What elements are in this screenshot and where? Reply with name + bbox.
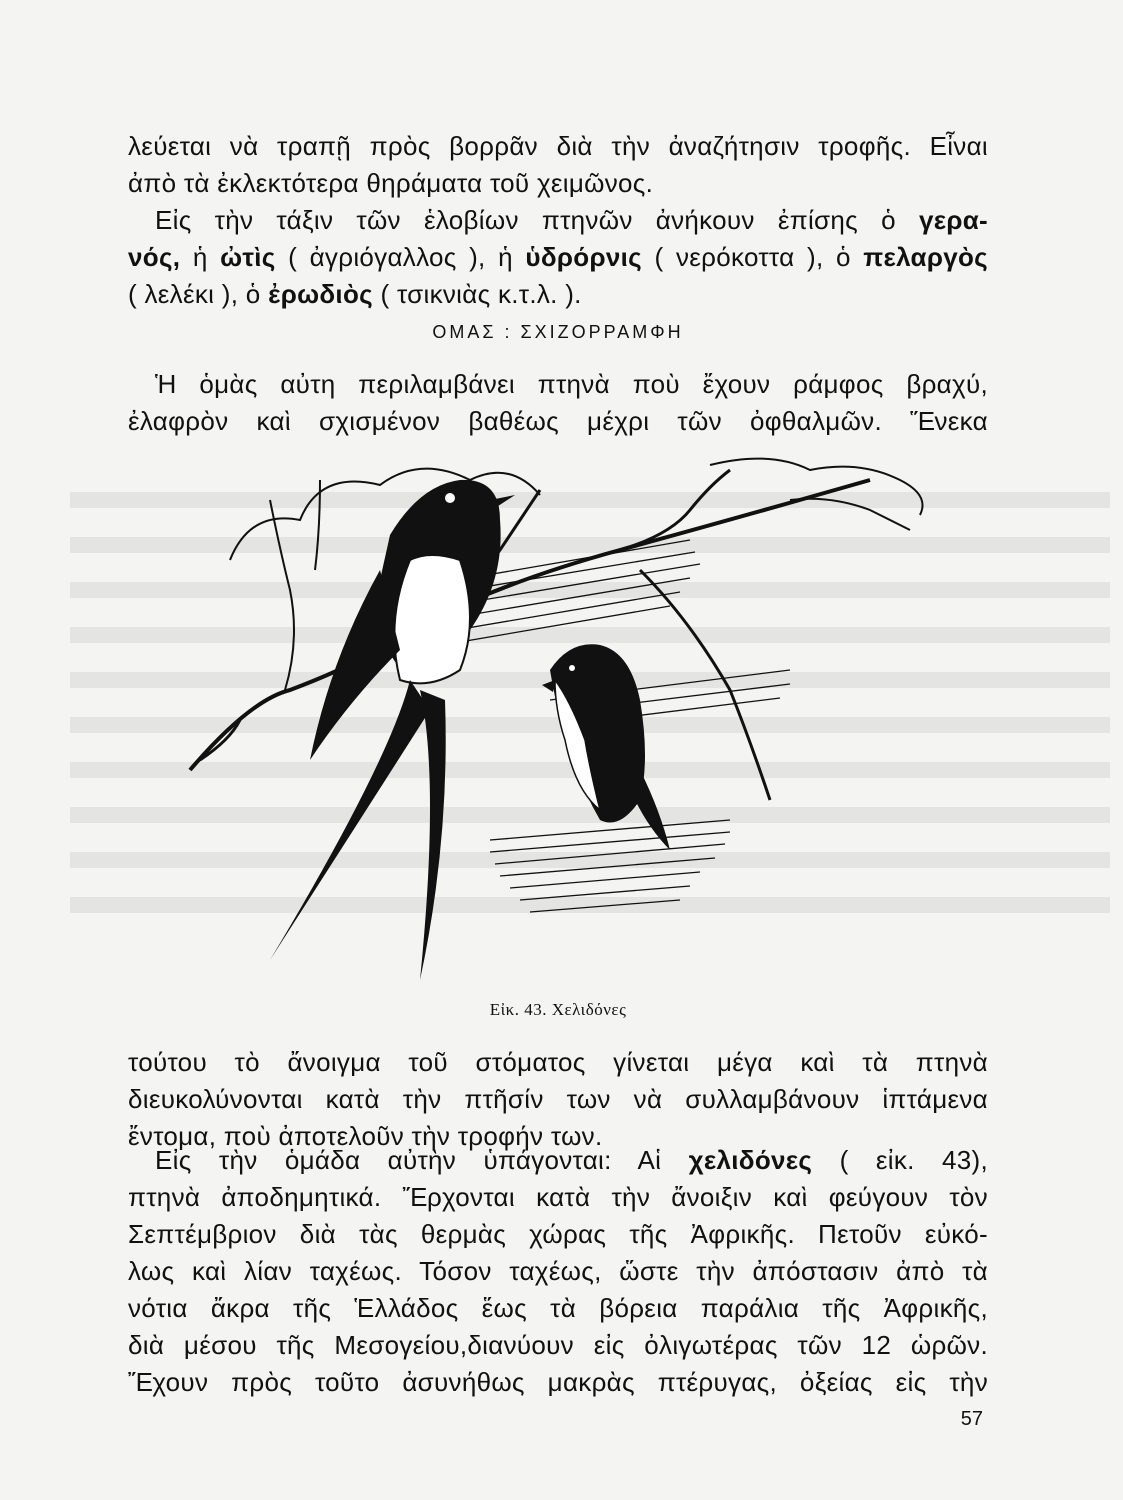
paragraph-swallows — [128, 1142, 988, 1401]
term-crane-end: νός, — [128, 242, 181, 272]
text-line: ἔντομα, ποὺ ἀποτελοῦν τὴν τροφήν των. — [128, 1121, 603, 1151]
text-line: λως καὶ λίαν ταχέως. Τόσον ταχέως, ὥστε τὴν ἀπόστασιν ἀπὸ τὰ — [128, 1256, 988, 1286]
text-line: τούτου τὸ ἄνοιγμα τοῦ στόματος γίνεται μέγα καὶ τὰ πτηνὰ — [128, 1047, 988, 1077]
text-line: Σεπτέμβριον διὰ τὰς θερμὰς χώρας τῆς Ἀφρικῆς. Πετοῦν εὐκό- — [128, 1219, 988, 1249]
text-line: Εἰς τὴν ὁμάδα αὐτὴν ὑπάγονται: Αἱ χελιδόνες ( εἰκ. 43), — [155, 1145, 988, 1175]
text-line: ἐλαφρὸν καὶ σχισμένον βαθέως μέχρι τῶν ὀφθαλμῶν. Ἕνεκα — [128, 406, 988, 436]
figure-caption: Εἰκ. 43. Χελιδόνες — [489, 1000, 627, 1019]
paragraph-continuation — [128, 128, 988, 202]
paragraph-fissirostres — [128, 366, 988, 440]
page-number: 57 — [960, 1408, 983, 1430]
term-swallows: χελιδόνες — [688, 1145, 813, 1175]
text-line: διευκολύνονται κατὰ τὴν πτῆσίν των νὰ συλλαμβάνουν ἱπτάμενα — [128, 1084, 988, 1114]
term-stork: πελαργὸς — [863, 242, 988, 272]
paragraph-continuation-beak — [128, 1044, 988, 1155]
term-moorhen: ὑδρόρνις — [525, 242, 642, 272]
text-line: ἀπὸ τὰ ἐκλεκτότερα θηράματα τοῦ χειμῶνος. — [128, 168, 654, 198]
text-line: ( λελέκι ), ὁ ἐρωδιὸς ( τσικνιὰς κ.τ.λ. ). — [128, 279, 582, 309]
text-line: λεύεται νὰ τραπῇ πρὸς βορρᾶν διὰ τὴν ἀναζήτησιν τροφῆς. Εἶναι — [128, 131, 988, 161]
term-crane: γερα- — [918, 205, 988, 235]
text-line: Εἰς τὴν τάξιν τῶν ἑλοβίων πτηνῶν ἀνήκουν ἐπίσης ὁ γερα- — [155, 205, 988, 235]
text-line: Ἡ ὁμὰς αὐτη περιλαμβάνει πτηνὰ ποὺ ἔχουν ράμφος βραχύ, — [155, 369, 988, 399]
paragraph-wading-birds — [128, 202, 988, 313]
text-line: διὰ μέσου τῆς Μεσογείου,διανύουν εἰς ὀλιγωτέρας τῶν 12 ὡρῶν. — [128, 1330, 988, 1360]
term-bustard: ὠτὶς — [220, 242, 276, 272]
swallows-illustration — [170, 440, 950, 1000]
term-heron: ἐρωδιὸς — [268, 279, 373, 309]
swallow-left — [270, 480, 515, 980]
swallow-right — [542, 644, 670, 850]
text-line: νότια ἄκρα τῆς Ἑλλάδος ἕως τὰ βόρεια παράλια τῆς Ἀφρικῆς, — [128, 1293, 988, 1323]
section-heading: ΟΜΑΣ : ΣΧΙΖΟΡΡΑΜΦΗ — [432, 322, 684, 342]
text-line: πτηνὰ ἀποδημητικά. Ἔρχονται κατὰ τὴν ἄνοιξιν καὶ φεύγουν τὸν — [128, 1182, 988, 1212]
text-line: Ἔχουν πρὸς τοῦτο ἀσυνήθως μακρὰς πτέρυγας, ὀξείας εἰς τὴν — [128, 1367, 988, 1397]
text-line: νός, ἡ ὠτὶς ( ἀγριόγαλλος ), ἡ ὑδρόρνις ( νερόκοττα ), ὁ πελαργὸς — [128, 242, 988, 272]
